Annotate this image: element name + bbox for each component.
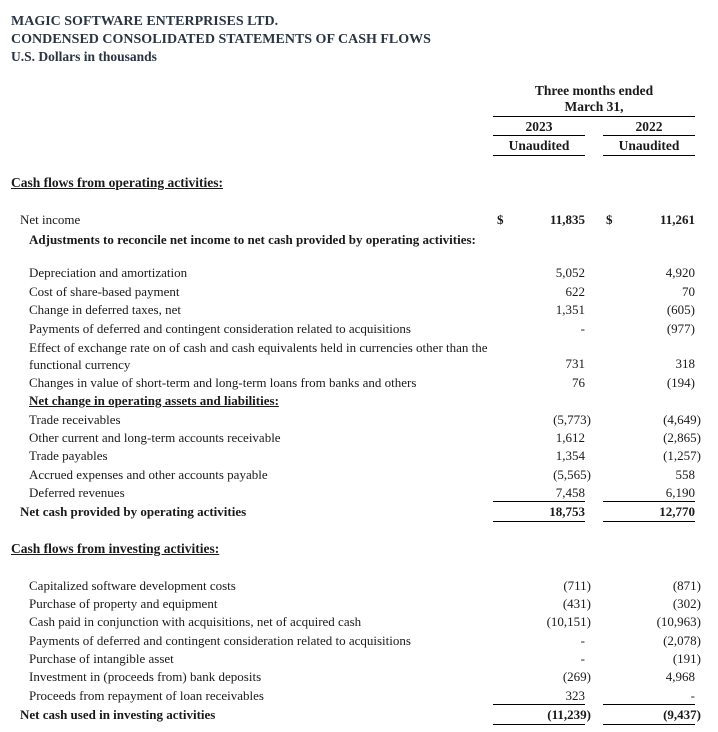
table-row: [0, 668, 718, 686]
value-2023: (269): [562, 669, 591, 684]
value-2023: 323: [565, 688, 585, 703]
value-2022: (871): [672, 578, 701, 593]
row-label: Accrued expenses and other accounts payable: [29, 467, 268, 482]
row-label: Deferred revenues: [29, 485, 125, 500]
value-2022: (191): [672, 651, 701, 666]
table-row: [0, 411, 718, 429]
table-row: [0, 687, 718, 705]
value-2022: 558: [675, 467, 695, 482]
subtotal-rule-2022: [603, 501, 695, 502]
value-2023: (11,239): [547, 707, 591, 722]
value-2022: (302): [672, 596, 701, 611]
exchange-rate-label: Effect of exchange rate on of cash and cash equivalents held in currencies other than the functional currency: [29, 340, 488, 372]
value-2022: (194): [666, 375, 695, 390]
row-label: Trade payables: [29, 448, 108, 463]
row-label: Payments of deferred and contingent consideration related to acquisitions: [29, 321, 411, 336]
value-2022: 4,968: [665, 669, 695, 684]
value-2022: 4,920: [665, 265, 695, 280]
period-header: [493, 83, 695, 115]
value-2023: 18,753: [549, 504, 585, 519]
value-2022: 11,261: [659, 212, 695, 227]
table-row: [0, 447, 718, 465]
row-label: Investment in (proceeds from) bank deposits: [29, 669, 262, 684]
value-2023: 1,612: [555, 430, 585, 445]
row-label: Net cash used in investing activities: [20, 707, 216, 722]
table-row: [0, 374, 718, 392]
year-2022-header: 2022: [635, 119, 663, 134]
total-rule-2023: [493, 521, 585, 522]
row-label: Cash paid in conjunction with acquisitions, net of acquired cash: [29, 614, 362, 629]
total-rule-2023: [493, 724, 585, 725]
value-2023: (5,773): [553, 412, 591, 427]
subtotal-rule-2023: [493, 501, 585, 502]
investing-total-row: [0, 706, 718, 724]
value-2023: 1,351: [555, 302, 585, 317]
table-row: [0, 650, 718, 668]
table-row: [0, 320, 718, 338]
period-line-2: March 31,: [564, 99, 624, 114]
row-label: Changes in value of short-term and long-term loans from banks and others: [29, 375, 417, 390]
table-row: [0, 484, 718, 502]
row-label: Change in deferred taxes, net: [29, 302, 181, 317]
row-label: Cost of share-based payment: [29, 284, 180, 299]
value-2023: -: [580, 321, 585, 336]
table-row: [0, 466, 718, 484]
value-2023: (711): [563, 578, 591, 593]
row-label: Capitalized software development costs: [29, 578, 236, 593]
audit-divider-2023: [493, 155, 585, 156]
row-label: Net cash provided by operating activities: [20, 504, 247, 519]
subtotal-rule-2023: [493, 704, 585, 705]
year-divider-2023: [493, 135, 585, 136]
value-2023: 622: [565, 284, 585, 299]
row-label: Proceeds from repayment of loan receivables: [29, 688, 264, 703]
total-rule-2022: [603, 724, 695, 725]
period-line-1: Three months ended: [534, 83, 654, 98]
table-row: [0, 632, 718, 650]
value-2022: 12,770: [659, 504, 695, 519]
value-2023: 7,458: [555, 485, 585, 500]
value-2022: (605): [666, 302, 695, 317]
period-divider: [493, 116, 695, 117]
row-label: Purchase of intangible asset: [29, 651, 174, 666]
subtotal-rule-2022: [603, 704, 695, 705]
value-2022: (977): [666, 321, 695, 336]
row-label: Depreciation and amortization: [29, 265, 188, 280]
value-2023: 76: [572, 375, 585, 390]
value-2022: 70: [682, 284, 695, 299]
audit-status-2023: Unaudited: [508, 138, 570, 153]
working-capital-heading: Net change in operating assets and liabilities:: [29, 393, 279, 408]
operating-total-row: [0, 503, 718, 521]
year-2023-header: 2023: [525, 119, 553, 134]
value-2023: 1,354: [555, 448, 585, 463]
value-2022: (10,963): [656, 614, 701, 629]
row-label: Payments of deferred and contingent consideration related to acquisitions: [29, 633, 411, 648]
value-2022: -: [690, 688, 695, 703]
units-note: U.S. Dollars in thousands: [11, 49, 157, 64]
operating-section-title: Cash flows from operating activities:: [11, 175, 223, 190]
value-2023: -: [580, 633, 585, 648]
audit-divider-2022: [603, 155, 695, 156]
company-name: MAGIC SOFTWARE ENTERPRISES LTD.: [11, 14, 279, 29]
table-row: [0, 429, 718, 447]
value-2022: (2,078): [663, 633, 701, 648]
value-2022: (1,257): [663, 448, 701, 463]
row-label: Purchase of property and equipment: [29, 596, 218, 611]
value-2023: 731: [565, 356, 585, 371]
value-2022: 6,190: [665, 485, 695, 500]
value-2022: (4,649): [663, 412, 701, 427]
value-2022: (2,865): [663, 430, 701, 445]
currency-symbol: $: [497, 212, 504, 227]
row-label: Net income: [20, 212, 81, 227]
table-row: [0, 613, 718, 631]
value-2022: (9,437): [663, 707, 701, 722]
currency-symbol: $: [606, 212, 613, 227]
statement-title: CONDENSED CONSOLIDATED STATEMENTS OF CASH FLOWS: [11, 32, 431, 47]
value-2023: (10,151): [546, 614, 591, 629]
working-capital-heading-row: [0, 392, 718, 410]
year-divider-2022: [603, 135, 695, 136]
table-row: [0, 283, 718, 301]
row-label: Other current and long-term accounts receivable: [29, 430, 281, 445]
value-2022: 318: [675, 356, 695, 371]
value-2023: (431): [562, 596, 591, 611]
value-2023: (5,565): [553, 467, 591, 482]
table-row: [0, 264, 718, 282]
value-2023: 5,052: [555, 265, 585, 280]
audit-status-2022: Unaudited: [618, 138, 680, 153]
net-income-row: [0, 211, 718, 229]
table-row: [0, 595, 718, 613]
investing-section-title: Cash flows from investing activities:: [11, 541, 220, 556]
adjustments-heading: Adjustments to reconcile net income to net cash provided by operating activities:: [29, 232, 476, 247]
total-rule-2022: [603, 521, 695, 522]
row-label: Trade receivables: [29, 412, 121, 427]
value-2023: -: [580, 651, 585, 666]
table-row: [0, 577, 718, 595]
table-row: [0, 355, 718, 373]
table-row: [0, 301, 718, 319]
value-2023: 11,835: [549, 212, 585, 227]
